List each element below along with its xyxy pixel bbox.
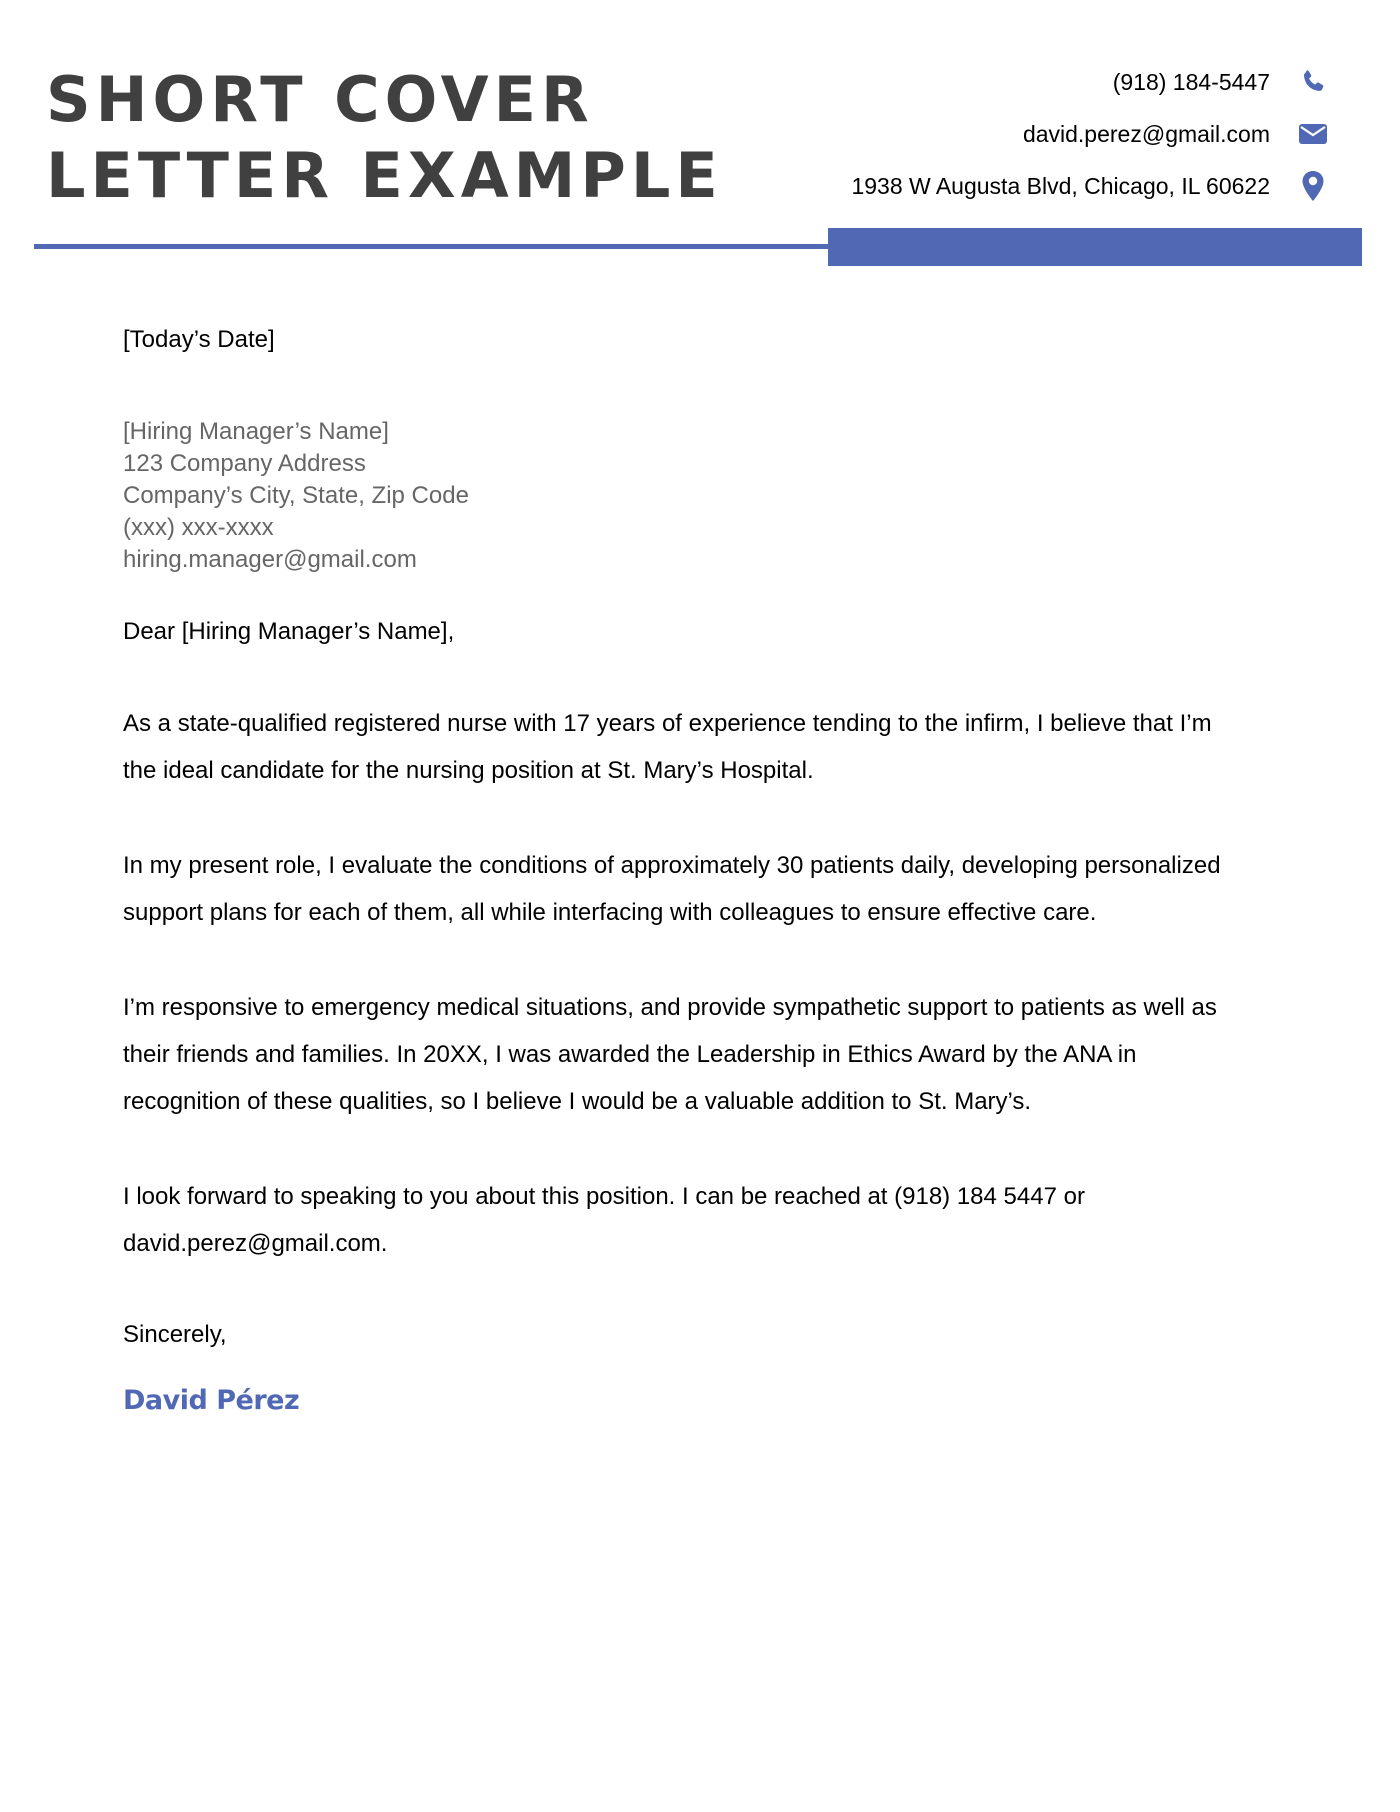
contact-block [690, 56, 1330, 212]
salutation: Dear [Hiring Manager’s Name], [123, 618, 455, 645]
recipient-email[interactable]: hiring.manager@gmail.com [123, 546, 417, 573]
phone-icon-shape [1304, 70, 1323, 90]
contact-address: 1938 W Augusta Blvd, Chicago, IL 60622 [851, 172, 1270, 199]
phone-icon [1296, 65, 1330, 99]
contact-phone[interactable]: (918) 184-5447 [1112, 68, 1270, 95]
closing: Sincerely, [123, 1321, 227, 1348]
header-divider-bar [828, 228, 1362, 266]
contact-address-row [690, 160, 1330, 212]
signature: David Pérez [123, 1385, 300, 1416]
title-line-2: LETTER EXAMPLE [46, 139, 723, 212]
pin-shape [1303, 171, 1324, 201]
header-divider-thin [34, 244, 834, 249]
paragraph-2: In my present role, I evaluate the conditions of approximately 30 patients daily, developing personalized support plans for each of them, all while interfacing with colleagues to ensure effective care. [123, 852, 1221, 926]
recipient-city: Company’s City, State, Zip Code [123, 482, 469, 509]
recipient-street: 123 Company Address [123, 450, 366, 477]
letter-date: [Today’s Date] [123, 326, 275, 353]
page-title [46, 62, 723, 214]
title-line-1: SHORT COVER [46, 63, 594, 136]
letter-body [123, 320, 1293, 1416]
paragraph-1: As a state-qualified registered nurse with 17 years of experience tending to the infirm, I believe that I’m the ideal candidate for the nursing position at St. Mary’s Hospital. [123, 710, 1212, 784]
recipient-address [123, 416, 1293, 576]
recipient-phone: (xxx) xxx-xxxx [123, 514, 274, 541]
contact-email-row [690, 108, 1330, 160]
envelope-icon [1296, 117, 1330, 151]
location-pin-icon [1296, 169, 1330, 203]
paragraph-3: I’m responsive to emergency medical situations, and provide sympathetic support to patients as well as their friends and families. In 20XX, I was awarded the Leadership in Ethics Award by the ANA in recognition of these qualities, so I believe I would be a valuable addition to St. Mary’s. [123, 994, 1217, 1115]
recipient-name: [Hiring Manager’s Name] [123, 418, 389, 445]
contact-phone-row [690, 56, 1330, 108]
contact-email[interactable]: david.perez@gmail.com [1022, 120, 1270, 147]
pin-hole [1309, 177, 1317, 185]
paragraph-4: I look forward to speaking to you about this position. I can be reached at (918) 184 5447 or david.perez@gmail.com. [123, 1183, 1085, 1257]
